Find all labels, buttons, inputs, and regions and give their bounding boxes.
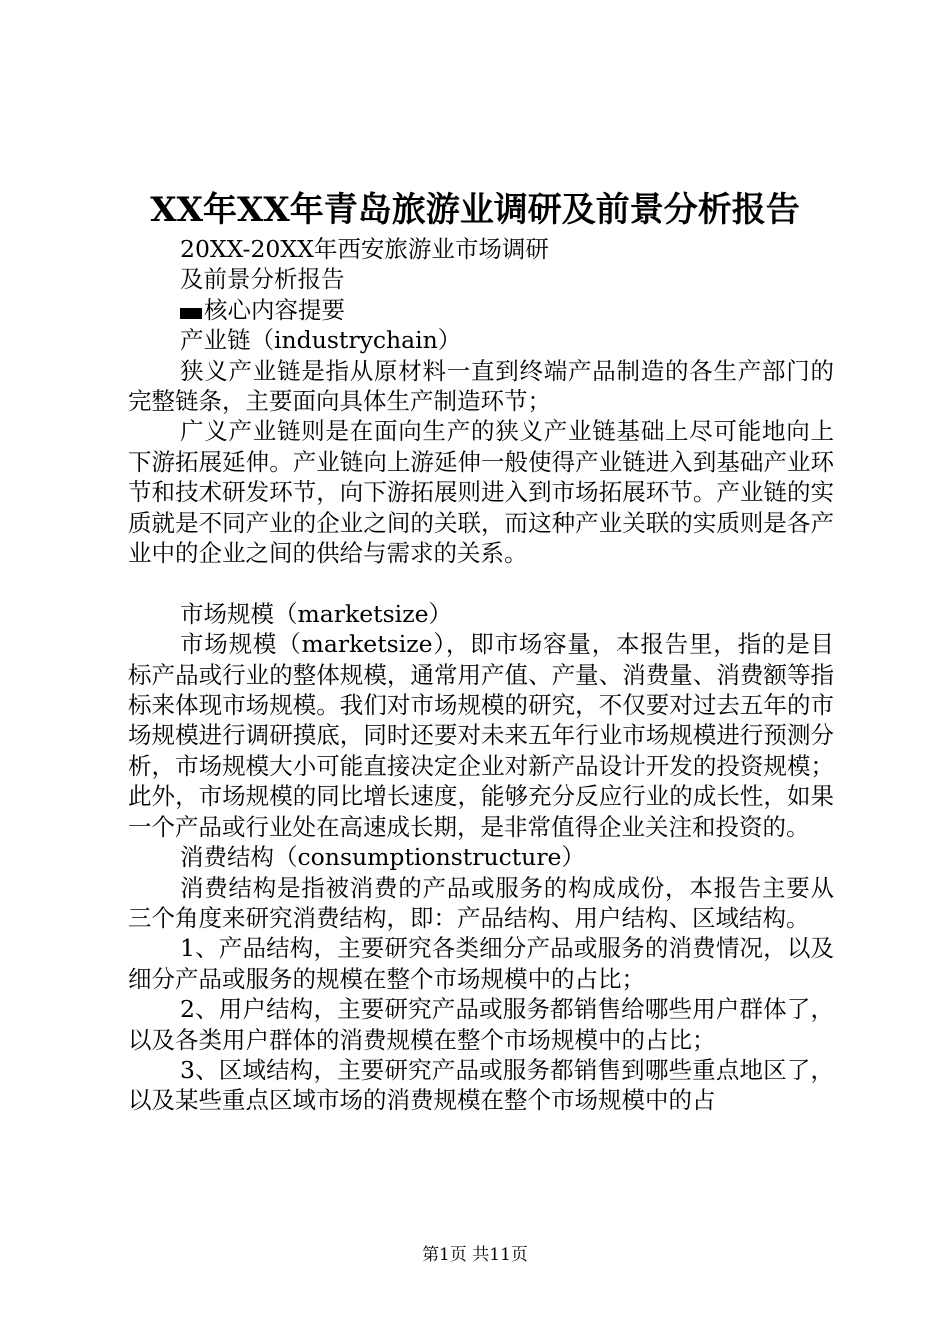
core-heading-line <box>128 295 834 325</box>
subtitle-line-1: 20XX-20XX年西安旅游业市场调研 <box>180 235 549 263</box>
list-item-region-structure: 3、区域结构，主要研究产品或服务都销售到哪些重点地区了，以及某些重点区域市场的消费规模在整个市场规模中的占 <box>128 1055 834 1115</box>
document-body <box>128 234 834 1116</box>
list-item-user-structure: 2、用户结构，主要研究产品或服务都销售给哪些用户群体了，以及各类用户群体的消费规模在整个市场规模中的占比； <box>128 995 834 1054</box>
core-heading: 核心内容提要 <box>204 295 345 324</box>
document-title: XX年XX年青岛旅游业调研及前景分析报告 <box>150 190 800 230</box>
paragraph: 消费结构是指被消费的产品或服务的构成成份，本报告主要从三个角度来研究消费结构，即：产品结构、用户结构、区域结构。 <box>128 873 834 932</box>
subtitle-line-2: 及前景分析报告 <box>180 265 345 294</box>
black-square-icon <box>180 308 202 319</box>
paragraph: 广义产业链则是在面向生产的狭义产业链基础上尽可能地向上下游拓展延伸。产业链向上游延伸一般使得产业链进入到基础产业环节和技术研发环节，向下游拓展则进入到市场拓展环节。产业链的实质就是不同产业的企业之间的关联，而这种产业关联的实质则是各产业中的企业之间的供给与需求的关系。 <box>128 417 834 568</box>
section-heading-industry-chain: 产业链（industrychain） <box>180 326 462 355</box>
blank-line <box>128 568 834 598</box>
list-item-product-structure: 1、产品结构，主要研究各类细分产品或服务的消费情况，以及细分产品或服务的规模在整个市场规模中的占比； <box>128 934 834 993</box>
paragraph: 狭义产业链是指从原材料一直到终端产品制造的各生产部门的完整链条，主要面向具体生产制造环节； <box>128 356 834 416</box>
section-heading-consumption-structure: 消费结构（consumptionstructure） <box>180 843 585 872</box>
paragraph: 市场规模（marketsize），即市场容量，本报告里，指的是目标产品或行业的整体规模，通常用产值、产量、消费量、消费额等指标来体现市场规模。我们对市场规模的研究，不仅要对过去五年的市场规模进行调研摸底，同时还要对未来五年行业市场规模进行预测分析，市场规模大小可能直接决定企业对新产品设计开发的投资规模；此外，市场规模的同比增长速度，能够充分反应行业的成长性，如果一个产品或行业处在高速成长期，是非常值得企业关注和投资的。 <box>128 630 834 841</box>
page-footer: 第1页 共11页 <box>422 1245 528 1265</box>
section-heading-market-size: 市场规模（marketsize） <box>180 599 452 628</box>
